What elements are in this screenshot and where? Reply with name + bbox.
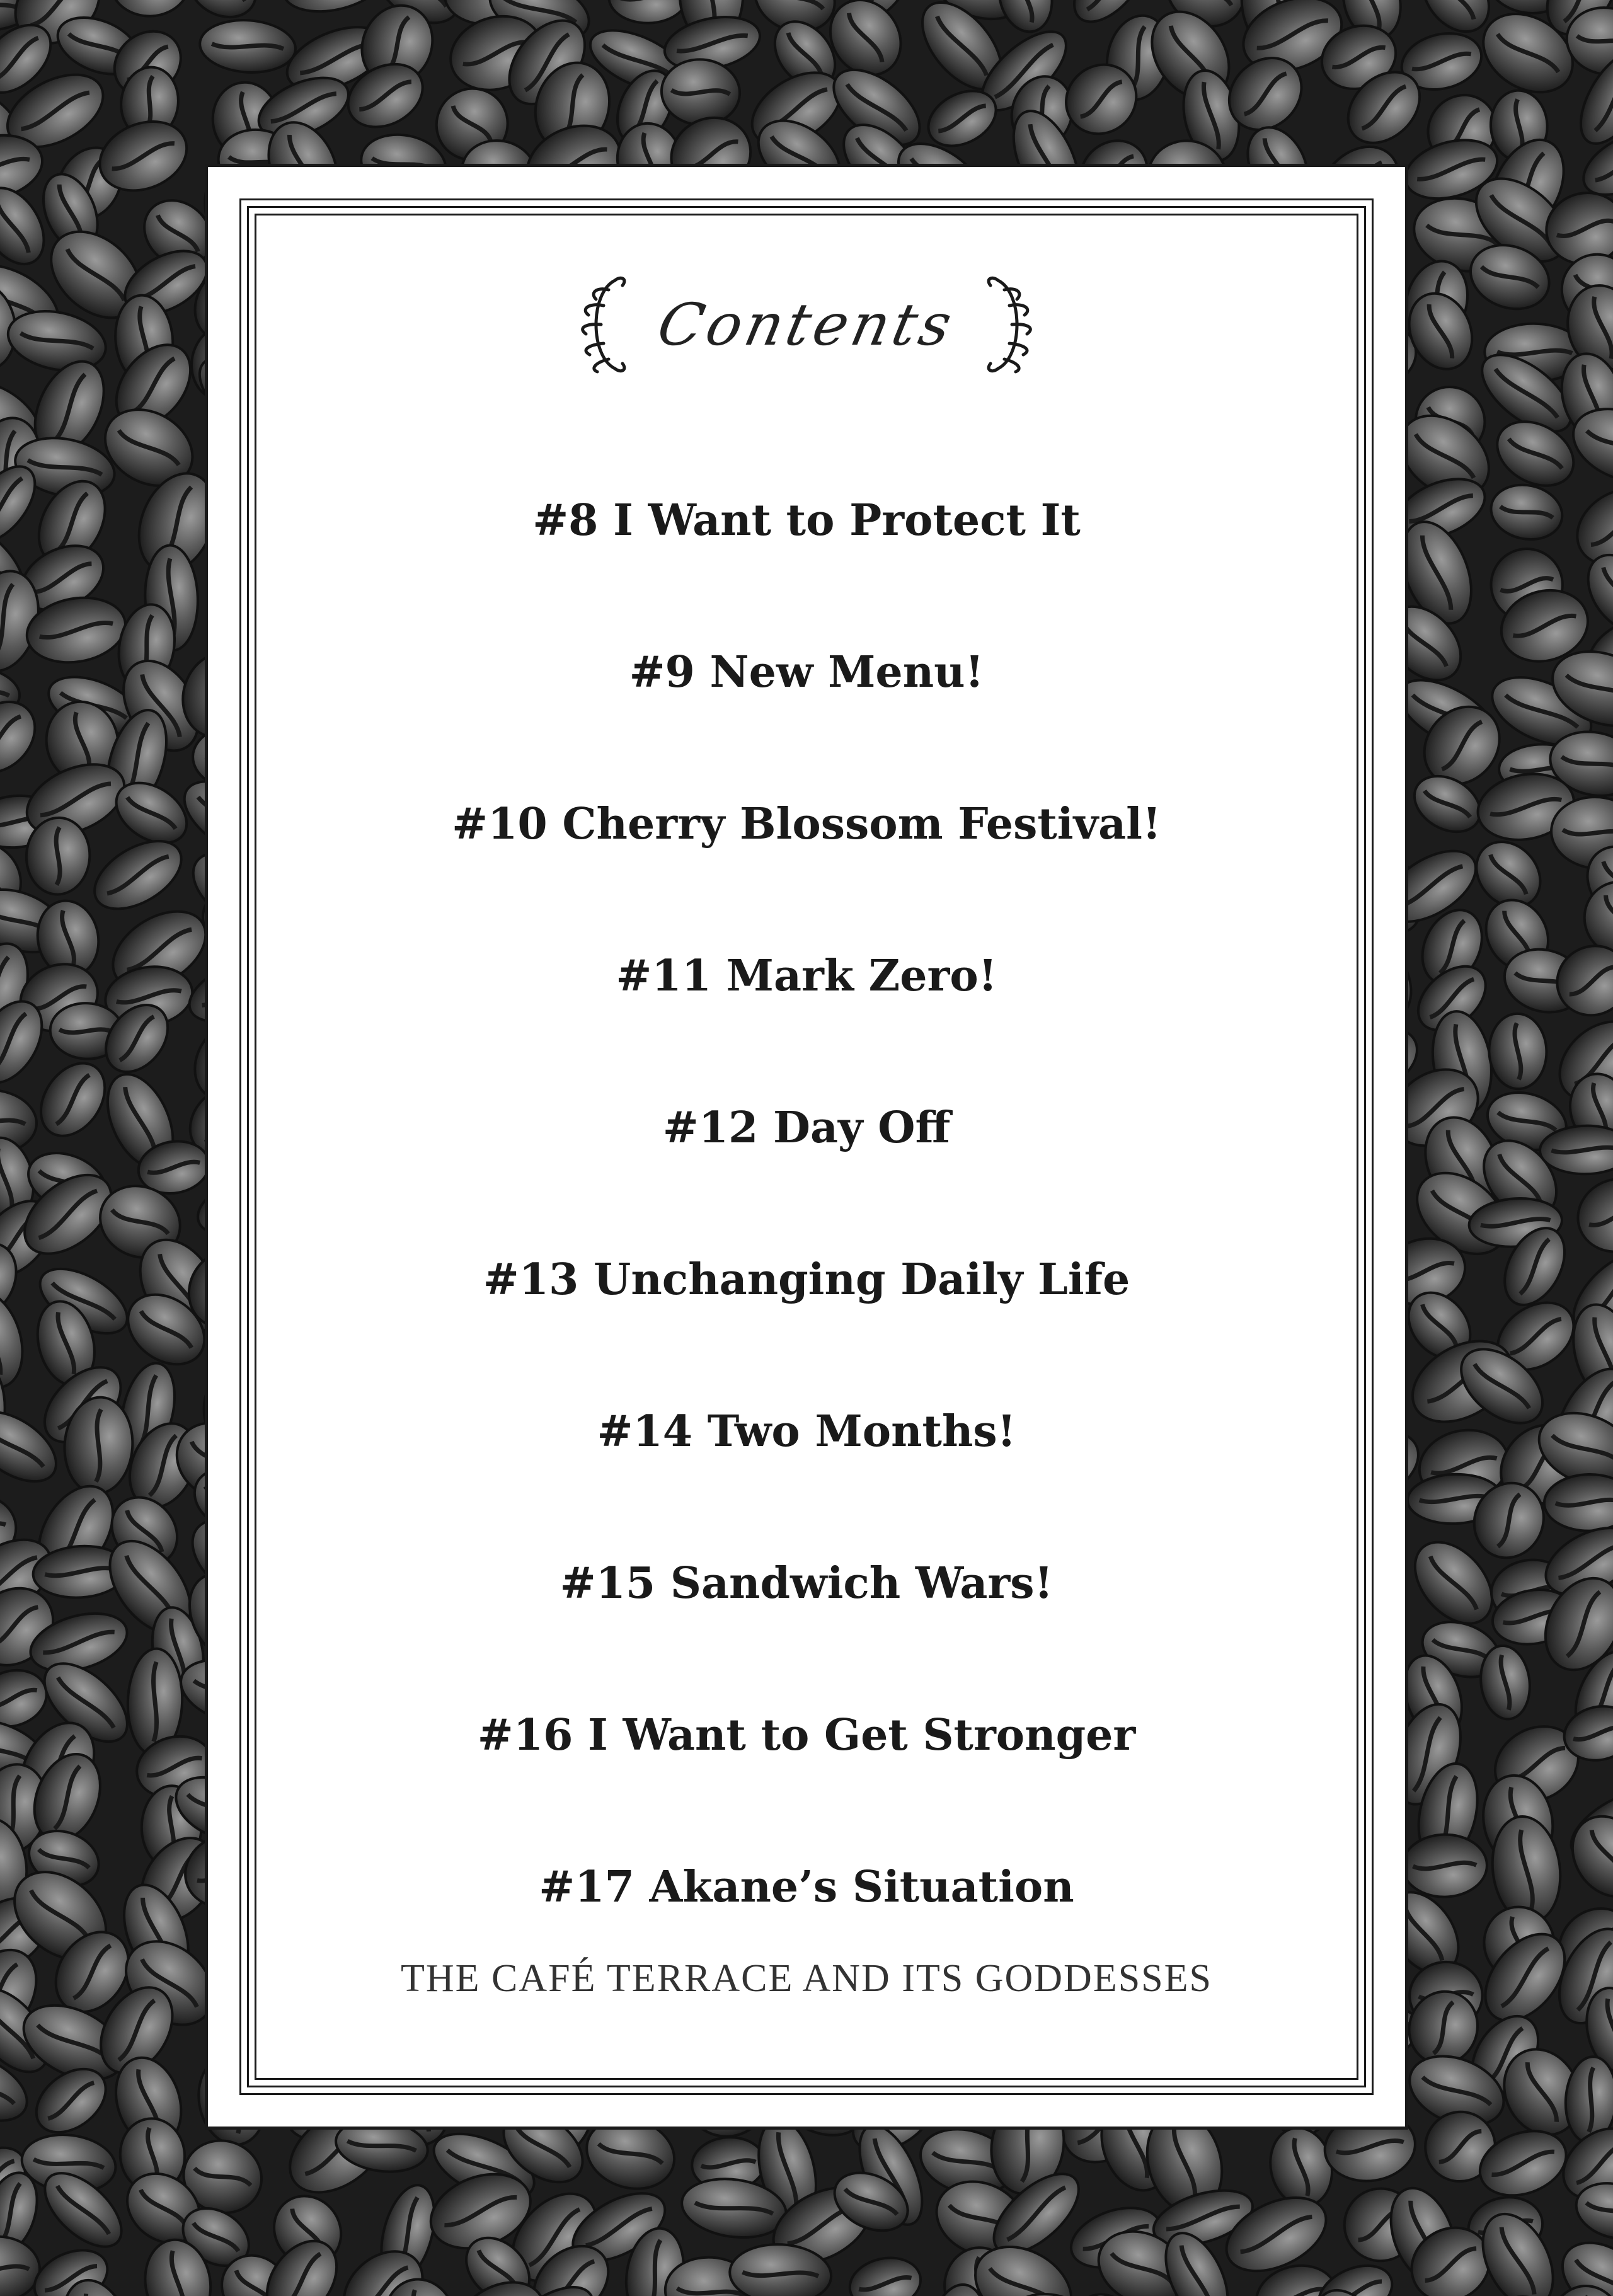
toc-item[interactable] bbox=[208, 1811, 1405, 1963]
chapter-title: #12 Day Off bbox=[662, 1102, 951, 1153]
toc-item[interactable] bbox=[208, 1052, 1405, 1203]
chapter-title: #8 I Want to Protect It bbox=[532, 495, 1081, 546]
coffee-bean bbox=[1488, 1013, 1547, 1090]
contents-heading bbox=[208, 268, 1405, 381]
chapter-title: #17 Akane’s Situation bbox=[539, 1861, 1074, 1912]
toc-item[interactable] bbox=[208, 1507, 1405, 1659]
chapter-title: #10 Cherry Blossom Festival! bbox=[452, 798, 1161, 849]
chapter-title: #13 Unchanging Daily Life bbox=[483, 1254, 1130, 1305]
toc-item[interactable] bbox=[208, 748, 1405, 900]
chapter-title: #11 Mark Zero! bbox=[616, 950, 997, 1001]
flourish-left-icon bbox=[565, 268, 634, 381]
contents-frame bbox=[205, 164, 1408, 2130]
table-of-contents bbox=[208, 444, 1405, 1963]
toc-item[interactable] bbox=[208, 1355, 1405, 1507]
chapter-title: #15 Sandwich Wars! bbox=[560, 1558, 1053, 1609]
toc-item[interactable] bbox=[208, 1203, 1405, 1355]
chapter-title: #16 I Want to Get Stronger bbox=[477, 1709, 1136, 1760]
chapter-title: #14 Two Months! bbox=[597, 1406, 1016, 1457]
toc-item[interactable] bbox=[208, 900, 1405, 1052]
coffee-bean bbox=[1402, 1834, 1488, 1897]
series-title: THE CAFÉ TERRACE AND ITS GODDESSES bbox=[400, 1957, 1213, 2000]
toc-item[interactable] bbox=[208, 444, 1405, 596]
contents-heading-text: Contents bbox=[652, 290, 961, 359]
toc-item[interactable] bbox=[208, 1659, 1405, 1811]
toc-item[interactable] bbox=[208, 596, 1405, 748]
chapter-title: #9 New Menu! bbox=[629, 646, 984, 697]
flourish-right-icon bbox=[979, 268, 1048, 381]
